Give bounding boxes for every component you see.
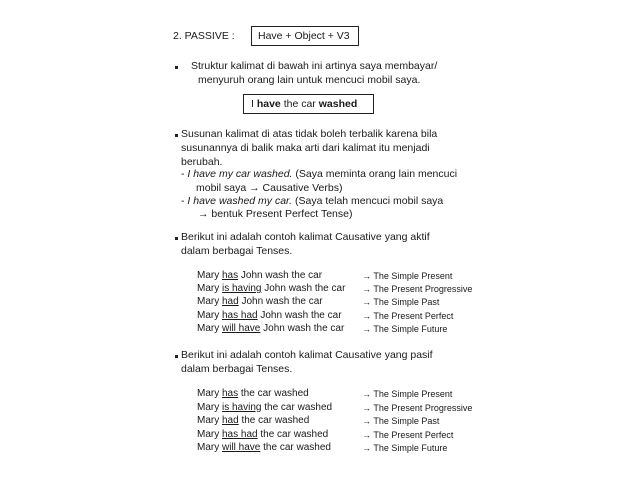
- subject: Mary: [197, 401, 222, 413]
- section3-line1: Berikut ini adalah contoh kalimat Causative yang aktif: [181, 231, 430, 243]
- subject: Mary: [197, 428, 222, 440]
- sentence-rest: John wash the car: [261, 283, 346, 295]
- example-sentence: [197, 388, 309, 399]
- tense-label: → The Present Perfect: [362, 429, 454, 440]
- dash: -: [181, 195, 188, 207]
- tense-label: → The Present Perfect: [362, 310, 454, 321]
- example-have: have: [256, 98, 281, 110]
- example-sentence: [197, 283, 345, 294]
- subject: Mary: [197, 415, 222, 427]
- section3-line2: dalam berbagai Tenses.: [181, 245, 293, 257]
- section4-line1: Berikut ini adalah contoh kalimat Causative yang pasif: [181, 349, 433, 361]
- section4-line2: dalam berbagai Tenses.: [181, 363, 293, 375]
- subject: Mary: [197, 270, 222, 281]
- example-sentence: [197, 402, 332, 413]
- causative-verb: is having: [222, 401, 262, 413]
- sentence-rest: the car washed: [257, 428, 329, 440]
- dash: -: [181, 168, 188, 180]
- tense-label: → The Simple Present: [362, 271, 453, 281]
- bullet-icon: [175, 134, 178, 137]
- sentence-rest: John wash the car: [257, 309, 342, 321]
- sentence-rest: the car washed: [260, 442, 331, 454]
- causative-verb: has: [222, 388, 239, 399]
- sentence-rest: John wash the car: [260, 322, 345, 334]
- sentence-rest: John wash the car: [238, 296, 323, 308]
- example-sentence: [197, 323, 344, 334]
- formula-text: Have + Object + V3: [258, 30, 350, 42]
- example-washed: washed: [318, 98, 358, 110]
- example-pre: I: [251, 98, 257, 110]
- causative-verb: had: [222, 296, 239, 308]
- causative-verb: is having: [222, 283, 262, 295]
- example-mid: the car: [280, 98, 319, 110]
- example2-italic: I have washed my car.: [187, 195, 293, 207]
- causative-verb: has: [222, 270, 239, 281]
- bullet-icon: [175, 66, 178, 69]
- example-sentence: [197, 310, 342, 321]
- example-sentence: [197, 415, 309, 426]
- sentence-rest: the car washed: [261, 401, 333, 413]
- example-sentence: [197, 296, 323, 307]
- section-heading: 2. PASSIVE :: [173, 30, 235, 42]
- bullet-icon: [175, 355, 178, 358]
- tense-label: → The Present Progressive: [362, 402, 473, 413]
- subject: Mary: [197, 388, 222, 399]
- section2-example1-cont: mobil saya → Causative Verbs): [196, 182, 343, 194]
- tense-label: → The Simple Past: [362, 297, 440, 308]
- section2-line2: susunannya di balik maka arti dari kalimat itu menjadi: [181, 142, 430, 154]
- example1-italic: I have my car washed.: [187, 168, 293, 180]
- subject: Mary: [197, 296, 222, 308]
- example1-rest: (Saya meminta orang lain mencuci: [292, 168, 458, 180]
- sentence-rest: John wash the car: [238, 270, 323, 281]
- tense-label: → The Simple Past: [362, 416, 440, 427]
- section2-example2-cont: → bentuk Present Perfect Tense): [198, 208, 353, 220]
- subject: Mary: [197, 283, 222, 295]
- section2-line3: berubah.: [181, 156, 223, 168]
- sentence-rest: the car washed: [238, 415, 310, 427]
- sentence-rest: the car washed: [238, 388, 309, 399]
- tense-label: → The Present Progressive: [362, 284, 473, 295]
- section2-line1: Susunan kalimat di atas tidak boleh terbalik karena bila: [181, 128, 438, 140]
- causative-verb: has had: [222, 309, 258, 321]
- section1-line2: menyuruh orang lain untuk mencuci mobil saya.: [198, 74, 421, 86]
- subject: Mary: [197, 322, 222, 334]
- example-sentence: [251, 98, 357, 110]
- causative-verb: will have: [222, 322, 261, 334]
- section1-line1: Struktur kalimat di bawah ini artinya saya membayar/: [191, 60, 438, 72]
- causative-verb: has had: [222, 428, 258, 440]
- causative-verb: had: [222, 415, 239, 427]
- causative-verb: will have: [222, 442, 261, 454]
- section2-example1: [181, 168, 457, 180]
- example-sentence: [197, 442, 331, 453]
- section2-example2: [181, 195, 443, 207]
- tense-label: → The Simple Future: [362, 443, 448, 454]
- bullet-icon: [175, 237, 178, 240]
- subject: Mary: [197, 309, 222, 321]
- subject: Mary: [197, 442, 222, 454]
- example-sentence: [197, 429, 328, 440]
- example-sentence: [197, 270, 322, 281]
- example2-rest: (Saya telah mencuci mobil saya: [292, 195, 444, 207]
- tense-label: → The Simple Future: [362, 323, 448, 334]
- tense-label: → The Simple Present: [362, 389, 453, 399]
